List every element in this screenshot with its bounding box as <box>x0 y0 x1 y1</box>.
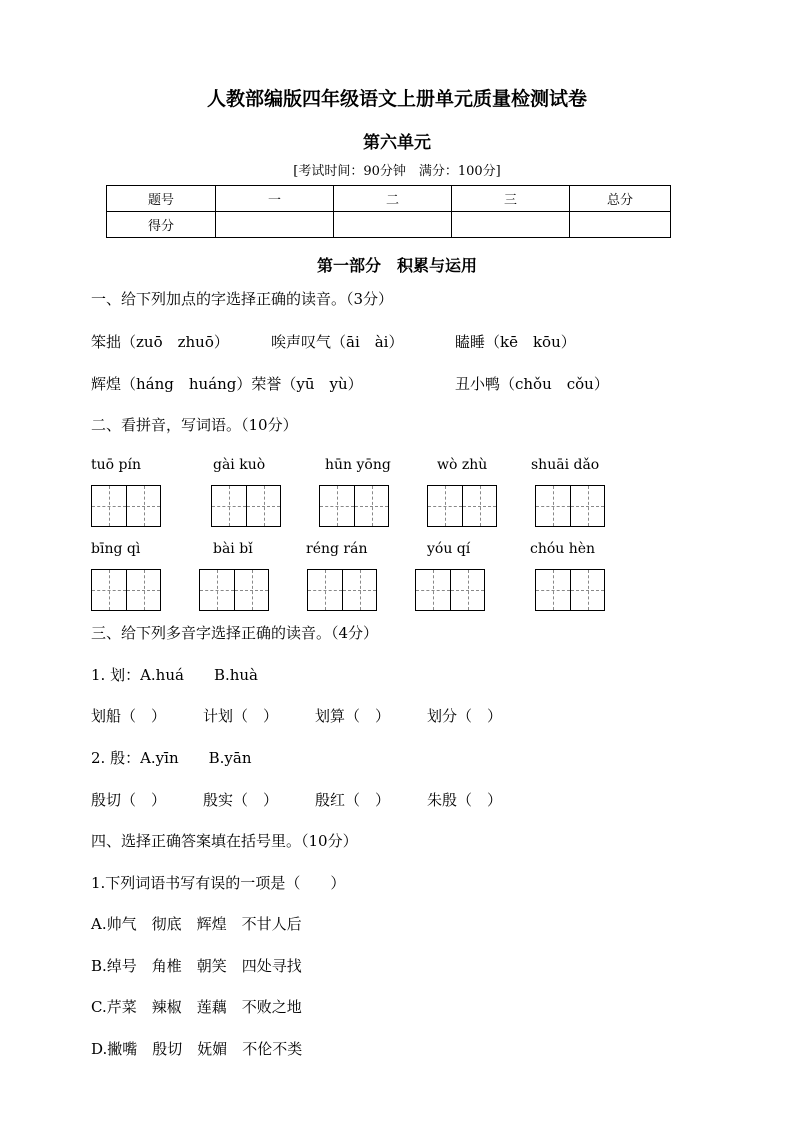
pinyin-label: bīng qì <box>91 541 141 557</box>
writing-grid[interactable] <box>211 485 281 527</box>
score-input-cell[interactable] <box>452 212 570 238</box>
q3-item-heading: 1. 划：A.huá B.huà <box>91 666 258 684</box>
score-input-cell[interactable] <box>570 212 671 238</box>
writing-grid[interactable] <box>415 569 485 611</box>
pinyin-label: gài kuò <box>213 457 266 473</box>
q4-option: A.帅气 彻底 辉煌 不甘人后 <box>91 915 302 933</box>
q3-word: 殷红（ ） <box>315 791 391 809</box>
writing-grid[interactable] <box>319 485 389 527</box>
q3-title: 三、给下列多音字选择正确的读音。（4分） <box>91 624 379 642</box>
q2-title: 二、看拼音，写词语。（10分） <box>91 416 298 434</box>
pinyin-label: tuō pín <box>91 457 141 473</box>
score-table-cell: 总分 <box>570 186 671 212</box>
q3-word: 划船（ ） <box>91 707 167 725</box>
q4-subquestion: 1.下列词语书写有误的一项是（ ） <box>91 874 346 892</box>
score-table <box>106 185 671 238</box>
pinyin-label: wò zhù <box>437 457 488 473</box>
unit-title: 第六单元 <box>363 133 431 153</box>
score-table-cell: 一 <box>216 186 334 212</box>
q4-option: B.绰号 角椎 朝笑 四处寻找 <box>91 957 302 975</box>
writing-grid[interactable] <box>535 485 605 527</box>
q3-word: 朱殷（ ） <box>427 791 503 809</box>
score-table-cell: 得分 <box>107 212 216 238</box>
pinyin-label: réng rán <box>306 541 368 557</box>
q1-item: 笨拙（zuō zhuō） <box>91 333 229 351</box>
q1-title: 一、给下列加点的字选择正确的读音。（3分） <box>91 290 394 308</box>
pinyin-label: shuāi dǎo <box>531 457 600 473</box>
pinyin-label: chóu hèn <box>530 541 596 557</box>
q3-word: 计划（ ） <box>203 707 279 725</box>
pinyin-label: bài bǐ <box>213 541 253 557</box>
writing-grid[interactable] <box>427 485 497 527</box>
pinyin-label: yóu qí <box>427 541 471 557</box>
score-table-cell: 三 <box>452 186 570 212</box>
q3-word: 殷切（ ） <box>91 791 167 809</box>
exam-info: [考试时间：90分钟 满分：100分] <box>293 164 501 179</box>
q1-item: 瞌睡（kē kōu） <box>455 333 576 351</box>
writing-grid[interactable] <box>307 569 377 611</box>
exam-title: 人教部编版四年级语文上册单元质量检测试卷 <box>206 88 587 110</box>
q3-word: 划分（ ） <box>427 707 503 725</box>
score-table-cell: 二 <box>334 186 452 212</box>
q1-item: 唉声叹气（āi ài） <box>271 333 404 351</box>
q4-title: 四、选择正确答案填在括号里。（10分） <box>91 832 358 850</box>
score-table-cell: 题号 <box>107 186 216 212</box>
writing-grid[interactable] <box>91 485 161 527</box>
score-table-header-row <box>107 186 671 212</box>
q3-word: 划算（ ） <box>315 707 391 725</box>
writing-grid[interactable] <box>535 569 605 611</box>
q4-option: D.撇嘴 殷切 妩媚 不伦不类 <box>91 1040 303 1058</box>
score-table-score-row <box>107 212 671 238</box>
writing-grid[interactable] <box>91 569 161 611</box>
q4-option: C.芹菜 辣椒 莲藕 不败之地 <box>91 998 302 1016</box>
q3-word: 殷实（ ） <box>203 791 279 809</box>
q1-item: 丑小鸭（chǒu cǒu） <box>455 375 609 393</box>
writing-grid[interactable] <box>199 569 269 611</box>
q3-item-heading: 2. 殷：A.yīn B.yān <box>91 749 252 767</box>
q1-item: 辉煌（háng huáng）荣誉（yū yù） <box>91 375 363 393</box>
part-one-heading: 第一部分 积累与运用 <box>316 256 477 275</box>
score-input-cell[interactable] <box>334 212 452 238</box>
pinyin-label: hūn yōng <box>325 457 391 473</box>
score-input-cell[interactable] <box>216 212 334 238</box>
